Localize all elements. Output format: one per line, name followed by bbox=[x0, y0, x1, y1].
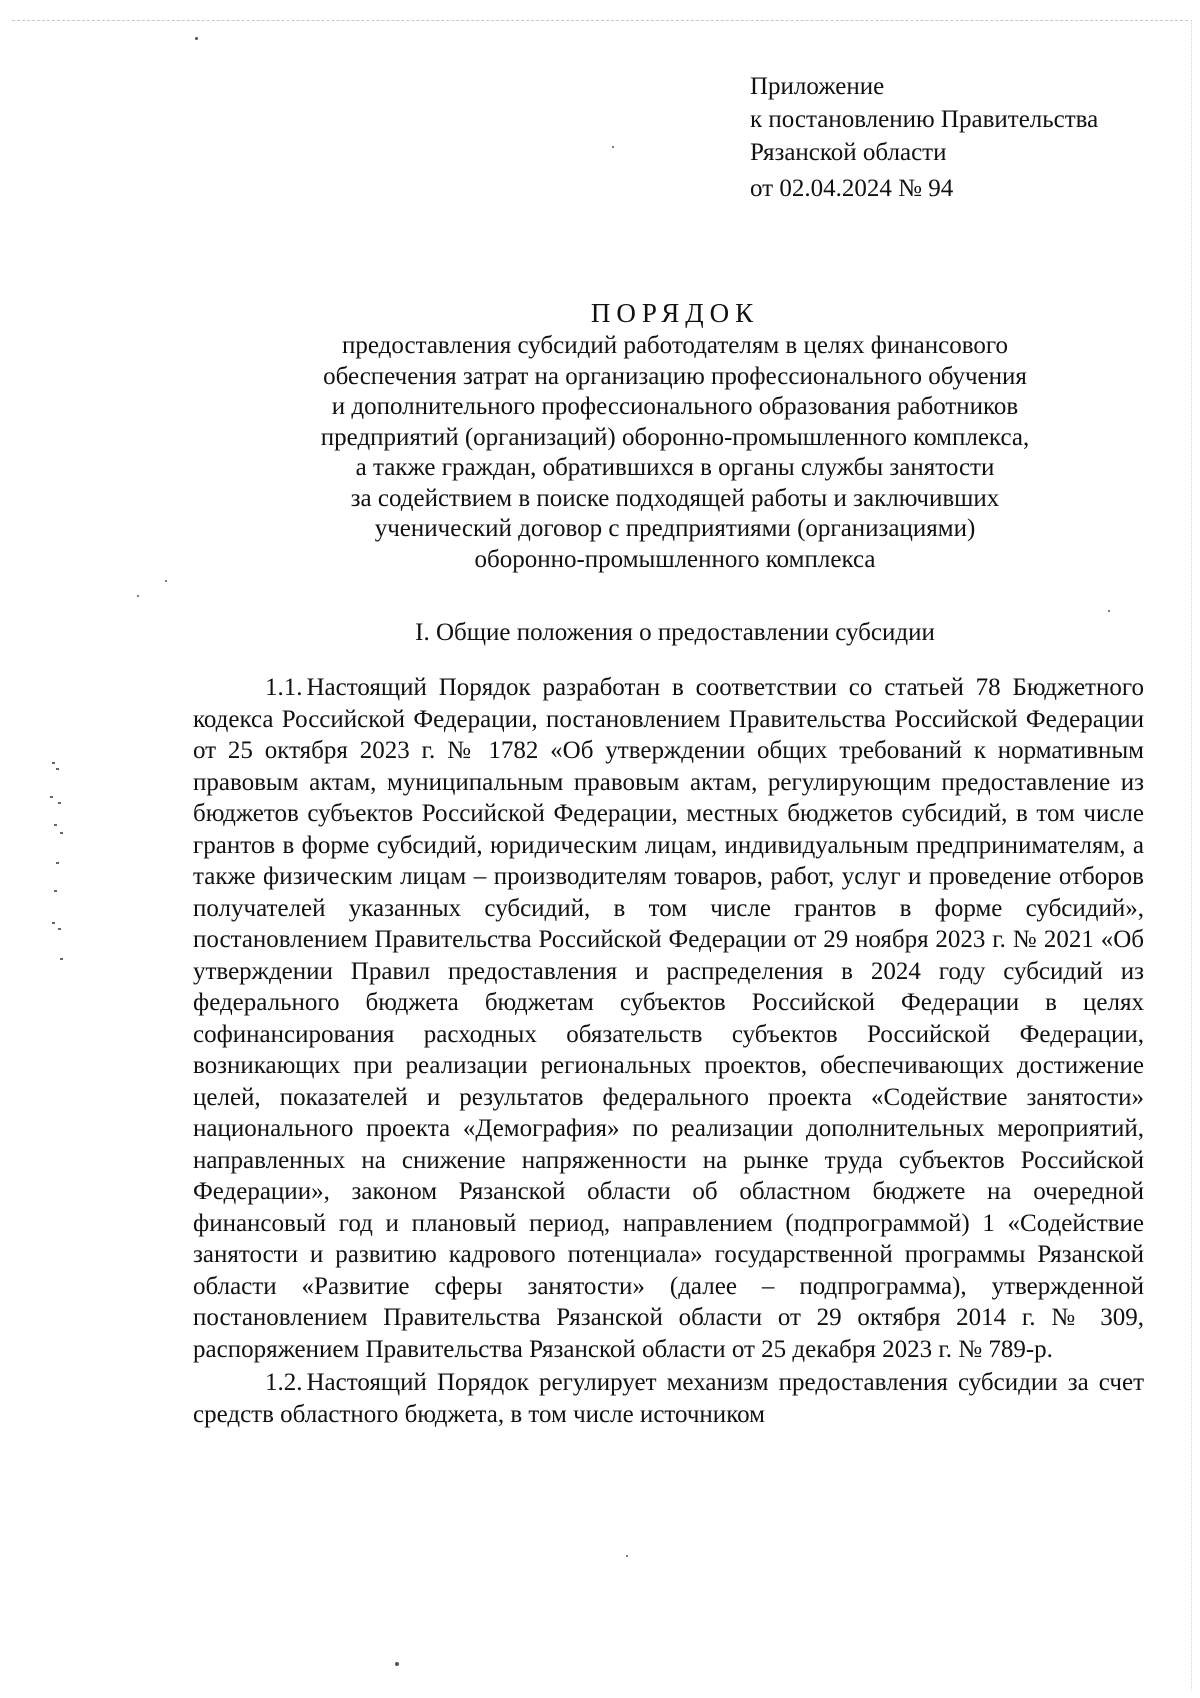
section-heading: I. Общие положения о предоставлении субсидии bbox=[415, 619, 935, 646]
subtitle-line: оборонно-промышленного комплекса bbox=[474, 545, 876, 573]
document-body bbox=[193, 672, 1144, 1430]
scan-speck bbox=[626, 1555, 628, 1557]
scan-speck bbox=[165, 580, 167, 582]
document-title: ПОРЯДОК bbox=[590, 298, 760, 328]
subtitle-line: предоставления субсидий работодателям в целях финансового bbox=[342, 332, 1008, 359]
appendix-reference: к постановлению Правительства bbox=[750, 106, 1099, 133]
margin-scan-marks bbox=[48, 762, 68, 962]
subtitle-line: обеспечения затрат на организацию профессионального обучения bbox=[323, 362, 1027, 390]
appendix-region: Рязанской области bbox=[750, 139, 947, 166]
scan-edge-line bbox=[12, 20, 1188, 21]
scan-speck bbox=[195, 37, 198, 40]
subtitle-line: предприятий (организаций) оборонно-промышленного комплекса, bbox=[320, 423, 1030, 451]
paragraph-text: Настоящий Порядок разработан в соответствии со статьей 78 Бюджетного кодекса Российской Федерации, постановлением Правительства Российской Федерации от 25 октября 2023 г. № 1782 «Об утверждении общих требований к нормативным правовым актам, муниципальным правовым актам, регулирующим предоставление из бюджетов субъектов Российской Федерации, местных бюджетов субсидий, в том числе грантов в форме субсидий, юридическим лицам, индивидуальным предпринимателям, а также физическим лицам – производителям товаров, работ, услуг и проведение отборов получателей указанных субсидий, в том числе грантов в форме субсидий», постановлением Правительства Российской Федерации от 29 ноября 2023 г. № 2021 «Об утверждении Правил предоставления и распределения в 2024 году субсидий из федерального бюджета бюджетам субъектов Российской Федерации в целях софинансирования расходных обязательств субъектов Российской Федерации, возникающих при реализации региональных проектов, обеспечивающих достижение целей, показателей и результатов федерального проекта «Содействие занятости» национального проекта «Демография» по реализации дополнительных мероприятий, направленных на снижение напряженности на рынке труда субъектов Российской Федерации», законом Рязанской области об областном бюджете на очередной финансовый год и плановый период, направлением (подпрограммой) 1 «Содействие занятости и развитию кадрового потенциала» государственной программы Рязанской области «Развитие сферы занятости» (далее – подпрограмма), утвержденной постановлением Правительства Рязанской области от 29 октября 2014 г. № 309, распоряжением Правительства Рязанской области от 25 декабря 2023 г. № 789-р. bbox=[193, 674, 1144, 1363]
subtitle-line: ученический договор с предприятиями (организациями) bbox=[374, 515, 976, 542]
subtitle-line: а также граждан, обратившихся в органы службы занятости bbox=[355, 454, 995, 481]
paragraph bbox=[193, 672, 1144, 1365]
appendix-label: Приложение bbox=[750, 73, 885, 100]
scan-edge-line bbox=[1191, 20, 1192, 1690]
paragraph-number: 1.1. bbox=[265, 674, 303, 701]
paragraph-number: 1.2. bbox=[265, 1369, 303, 1396]
appendix-block bbox=[750, 70, 1098, 205]
scan-speck bbox=[395, 1662, 399, 1666]
scan-speck bbox=[1108, 610, 1110, 612]
document-subtitle bbox=[180, 331, 1170, 575]
subtitle-line: и дополнительного профессионального образования работников bbox=[331, 393, 1019, 420]
paragraph bbox=[193, 1367, 1144, 1430]
paragraph-text: Настоящий Порядок регулирует механизм предоставления субсидии за счет средств областного бюджета, в том числе источником bbox=[193, 1369, 1144, 1428]
subtitle-line: за содействием в поиске подходящей работы и заключивших bbox=[350, 484, 1000, 512]
scan-speck bbox=[612, 146, 614, 148]
appendix-date-number: от 02.04.2024 № 94 bbox=[750, 175, 954, 202]
scan-speck bbox=[137, 595, 139, 597]
